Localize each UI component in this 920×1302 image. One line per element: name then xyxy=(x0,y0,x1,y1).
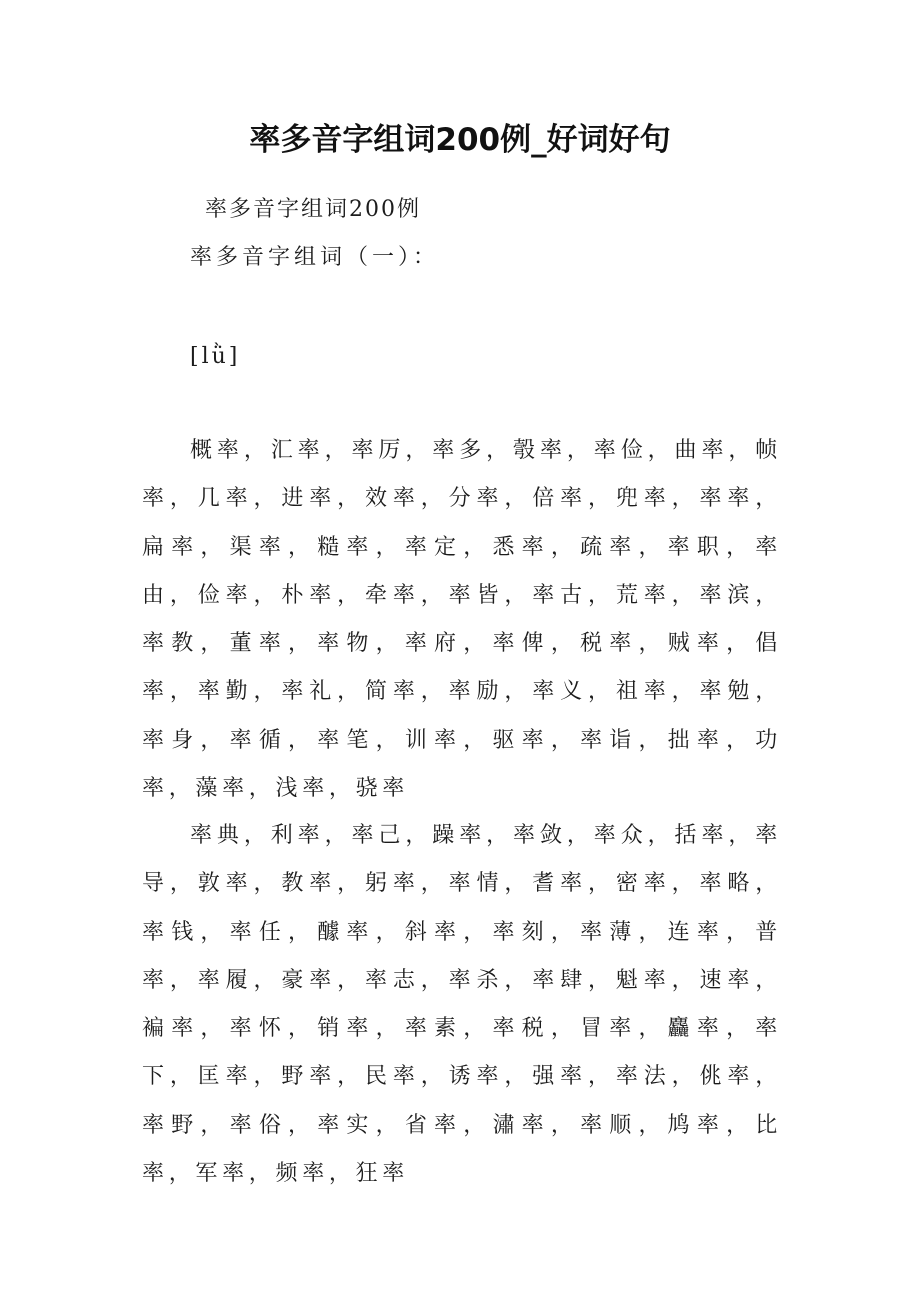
word-list-paragraph-2: 率典，利率，率己，躁率，率敛，率众，括率，率导，敦率，教率，躬率，率情，耆率，密率，率略，率钱，率任，醵率，斜率，率刻，率薄，连率，普率，率履，豪率，率志，率杀，率肆，魁率，速率，褊率，率怀，销率，率素，率税，冒率，麤率，率下，匡率，野率，民率，诱率，强率，率法，佻率，率野，率俗，率实，省率，潚率，率顺，鸠率，比率，军率，频率，狂率 xyxy=(142,823,782,1187)
subtitle: 率多音字组词200例 xyxy=(205,197,421,222)
pinyin-label: [lǜ] xyxy=(190,344,241,369)
document-title: 率多音字组词200例_好词好句 xyxy=(249,122,671,158)
word-list-paragraph-1: 概率，汇率，率厉，率多，彀率，率俭，曲率，帧率，几率，进率，效率，分率，倍率，兜率，率率，扁率，渠率，糙率，率定，悉率，疏率，率职，率由，俭率，朴率，牵率，率皆，率古，荒率，率滨，率教，董率，率物，率府，率俾，税率，贼率，倡率，率勤，率礼，简率，率励，率义，祖率，率勉，率身，率循，率笔，训率，驱率，率诣，拙率，功率，藻率，浅率，骁率 xyxy=(142,438,782,802)
section-heading: 率多音字组词（一）： xyxy=(190,245,440,270)
